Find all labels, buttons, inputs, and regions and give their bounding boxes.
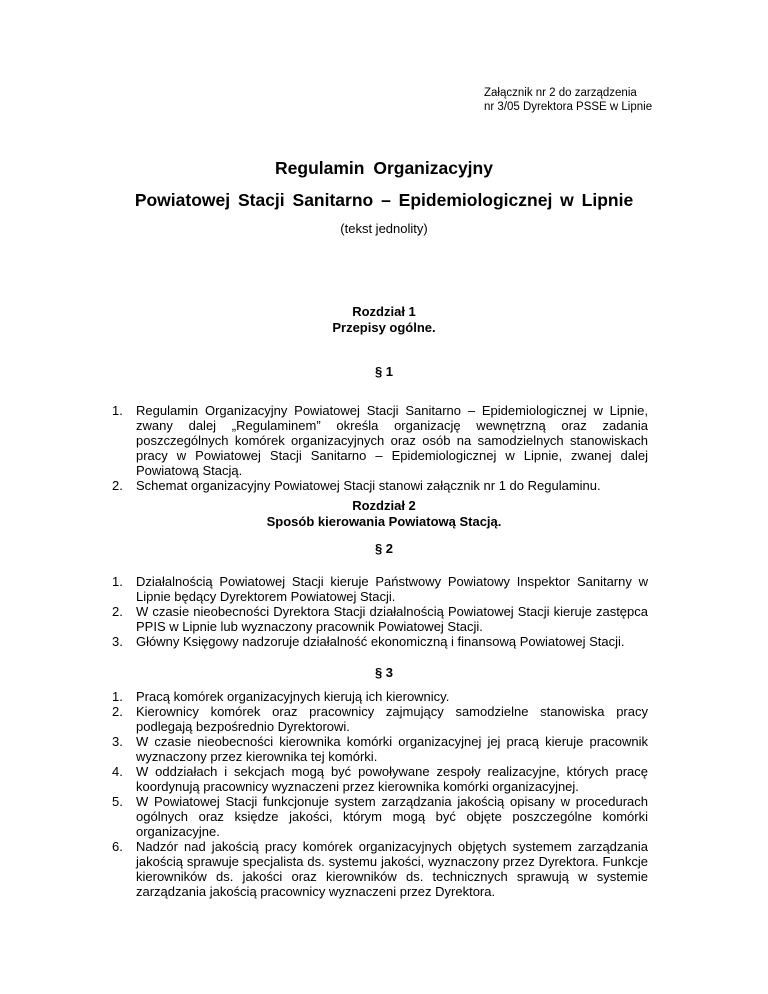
list-item: 4. W oddziałach i sekcjach mogą być powoływane zespoły realizacyjne, których pracę koordynują pracownicy wyznaczeni przez kierownika komórki organizacyjnej. [112, 764, 648, 794]
list-item: 1. Regulamin Organizacyjny Powiatowej Stacji Sanitarno – Epidemiologicznej w Lipnie, zwany dalej „Regulaminem” określa organizację wewnętrzną oraz zadania poszczególnych komórek organizacyjnych oraz osób na samodzielnych stanowiskach pracy w Powiatowej Stacji Sanitarno – Epidemiologicznej w Lipnie, zwanej dalej Powiatową Stacją. [112, 403, 648, 478]
list-item: 1. Pracą komórek organizacyjnych kierują ich kierownicy. [112, 689, 450, 704]
list-item: 3. Główny Księgowy nadzoruje działalność ekonomiczną i finansową Powiatowej Stacji. [112, 634, 625, 649]
document-title-line-2: Powiatowej Stacji Sanitarno – Epidemiologicznej w Lipnie [134, 190, 634, 210]
document-title: Regulamin Organizacyjny [275, 158, 493, 178]
chapter-1-name: Przepisy ogólne. [332, 320, 436, 335]
list-item: 3. W czasie nieobecności kierownika komórki organizacyjnej jej pracą kieruje pracownik wyznaczony przez kierownika tej komórki. [112, 734, 648, 764]
chapter-1-number: Rozdział 1 [352, 304, 416, 319]
chapter-2-heading [0, 498, 768, 530]
annex-line-2: nr 3/05 Dyrektora PSSE w Lipnie [484, 101, 653, 113]
annex-line-1: Załącznik nr 2 do zarządzenia [484, 87, 637, 99]
section-3-list [112, 689, 648, 899]
section-2-list [112, 574, 648, 649]
list-item: 6. Nadzór nad jakością pracy komórek organizacyjnych objętych systemem zarządzania jakością sprawuje specjalista ds. systemu jakości, wyznaczony przez Dyrektora. Funkcje kierowników ds. jakości oraz kierowników ds. technicznych sprawują w systemie zarządzania jakością pracownicy wyznaczeni przez Dyrektora. [112, 839, 648, 899]
section-3-heading: § 3 [374, 665, 394, 680]
chapter-2-name: Sposób kierowania Powiatową Stacją. [266, 514, 502, 529]
document-subtitle: (tekst jednolity) [340, 221, 428, 236]
section-1-list [112, 403, 648, 493]
section-1-heading: § 1 [374, 364, 394, 379]
list-item: 1. Działalnością Powiatowej Stacji kieruje Państwowy Powiatowy Inspektor Sanitarny w Lipnie będący Dyrektorem Powiatowej Stacji. [112, 574, 648, 604]
list-item: 2. Schemat organizacyjny Powiatowej Stacji stanowi załącznik nr 1 do Regulaminu. [112, 478, 601, 493]
list-item: 2. Kierownicy komórek oraz pracownicy zajmujący samodzielne stanowiska pracy podlegają bezpośrednio Dyrektorowi. [112, 704, 648, 734]
list-item: 2. W czasie nieobecności Dyrektora Stacji działalnością Powiatowej Stacji kieruje zastępca PPIS w Lipnie lub wyznaczony pracownik Powiatowej Stacji. [112, 604, 648, 634]
section-2-heading: § 2 [374, 541, 394, 556]
annex-note [484, 86, 652, 114]
chapter-2-number: Rozdział 2 [352, 498, 416, 513]
list-item: 5. W Powiatowej Stacji funkcjonuje system zarządzania jakością opisany w procedurach ogólnych oraz księdze jakości, którym mogą być objęte poszczególne komórki organizacyjne. [112, 794, 648, 839]
chapter-1-heading [0, 304, 768, 336]
